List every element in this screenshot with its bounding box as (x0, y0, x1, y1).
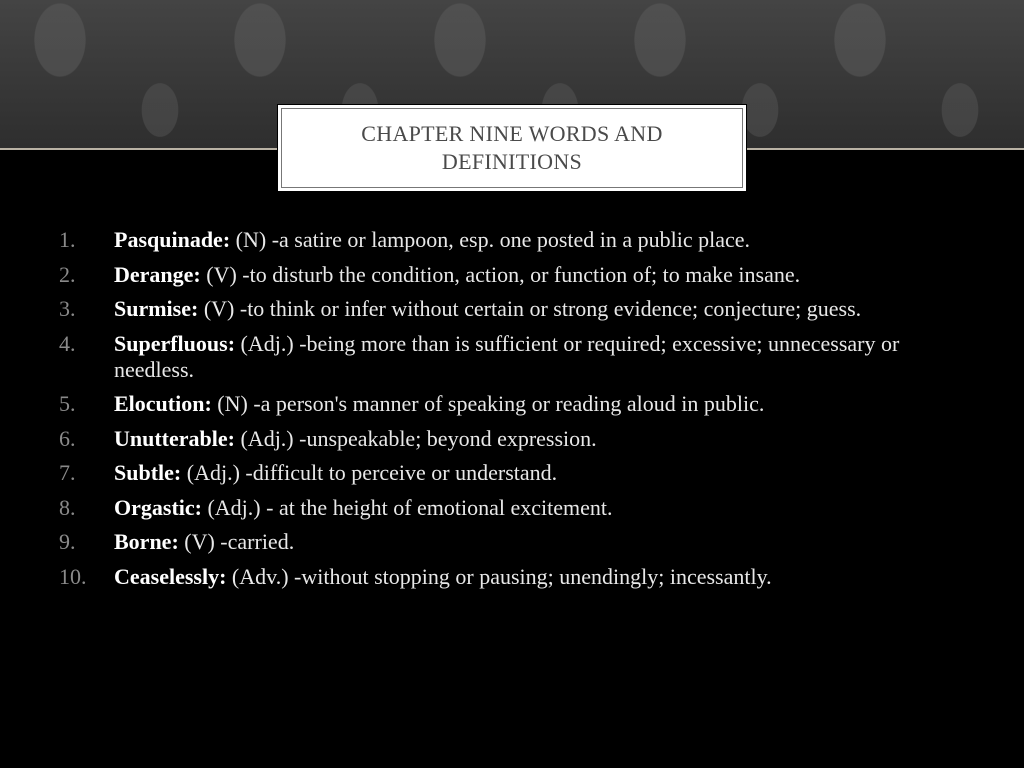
list-item (50, 495, 950, 521)
item-term: Superfluous: (114, 330, 236, 356)
item-term: Derange: (114, 261, 201, 287)
list-item (50, 331, 950, 383)
item-number: 4. (59, 330, 76, 356)
item-definition: (Adj.) -unspeakable; beyond expression. (234, 425, 597, 451)
title-frame (281, 108, 743, 188)
list-item (50, 262, 950, 288)
item-term: Orgastic: (114, 494, 202, 520)
item-definition: (Adj.) - at the height of emotional excitement. (201, 494, 613, 520)
title-box (277, 104, 747, 192)
list-item (50, 564, 950, 590)
item-definition: (N) -a person's manner of speaking or reading aloud in public. (211, 391, 765, 416)
item-term: Surmise: (114, 296, 199, 321)
item-term: Borne: (114, 529, 179, 554)
list-item (50, 460, 950, 486)
list-item (50, 426, 950, 452)
list-item (50, 227, 950, 253)
item-number: 6. (59, 425, 76, 451)
item-term: Unutterable: (114, 425, 235, 451)
item-number: 1. (59, 227, 76, 252)
item-number: 5. (59, 391, 76, 416)
item-number: 9. (59, 529, 76, 554)
item-number: 2. (59, 261, 76, 287)
item-definition: (Adv.) -without stopping or pausing; unendingly; incessantly. (226, 563, 772, 589)
definitions-list (50, 227, 950, 598)
item-term: Ceaselessly: (114, 563, 227, 589)
item-definition: (V) -carried. (178, 529, 295, 554)
list-item (50, 529, 950, 555)
item-term: Subtle: (114, 460, 182, 485)
item-number: 7. (59, 460, 76, 485)
item-definition: (N) -a satire or lampoon, esp. one posted in a public place. (230, 227, 751, 252)
slide-title: CHAPTER NINE WORDS AND DEFINITIONS (361, 121, 663, 174)
item-number: 3. (59, 296, 76, 321)
list-item (50, 391, 950, 417)
item-term: Pasquinade: (114, 227, 231, 252)
item-definition: (Adj.) -difficult to perceive or understand. (181, 460, 558, 485)
item-number: 10. (59, 563, 87, 589)
item-term: Elocution: (114, 391, 212, 416)
item-definition: (V) -to think or infer without certain or strong evidence; conjecture; guess. (198, 296, 862, 321)
item-definition: (Adj.) -being more than is sufficient or required; excessive; unnecessary or needless. (114, 330, 900, 382)
item-definition: (V) -to disturb the condition, action, or function of; to make insane. (200, 261, 801, 287)
item-number: 8. (59, 494, 76, 520)
list-item (50, 296, 950, 322)
